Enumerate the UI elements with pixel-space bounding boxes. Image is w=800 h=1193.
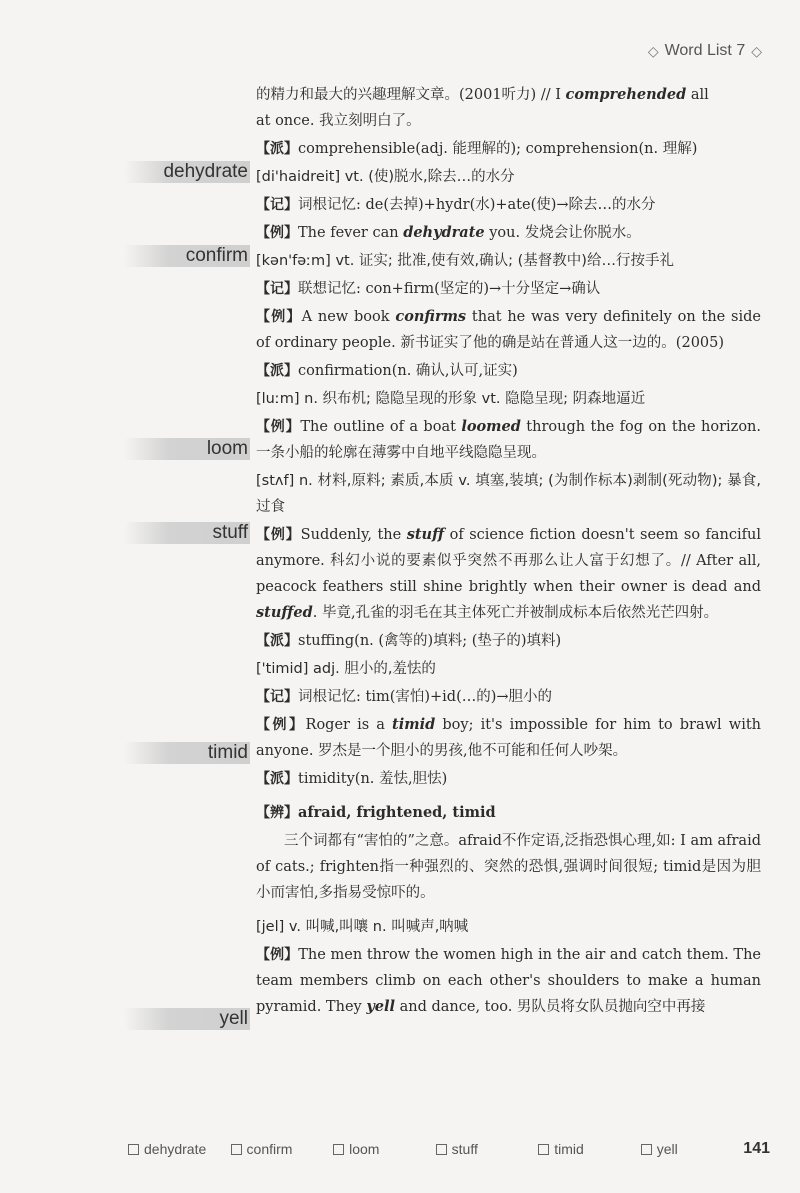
example-stuff: 【例】Suddenly, the stuff of science fiction doesn't seem so fanciful anymore. 科幻小说的要素似乎突然不再那么让人富于幻想了。// After all, peacock feathers still shine brightly when their owner is dead and stuffed. 毕竟,孔雀的羽毛在其主体死亡并被制成标本后依然光芒四射。 bbox=[256, 526, 761, 621]
example-loom: 【例】The outline of a boat loomed through the fog on the horizon. 一条小船的轮廓在薄雾中自地平线隐隐呈现。 bbox=[256, 418, 761, 461]
checkbox-icon bbox=[436, 1144, 447, 1155]
checkbox-icon bbox=[333, 1144, 344, 1155]
headword-loom: loom bbox=[124, 438, 250, 460]
headword-timid: timid bbox=[124, 742, 250, 764]
example-confirm: 【例】A new book confirms that he was very definitely on the side of ordinary people. 新书证实了他的确是站在普通人这一边的。(2005) bbox=[256, 308, 762, 351]
footer-item-confirm: confirm bbox=[231, 1141, 334, 1157]
headword-confirm: confirm bbox=[124, 245, 250, 267]
headword-dehydrate: dehydrate bbox=[124, 161, 250, 183]
memory-confirm: 【记】联想记忆: con+firm(坚定的)→十分坚定→确认 bbox=[256, 281, 601, 297]
page-number: 141 bbox=[743, 1140, 770, 1157]
checkbox-icon bbox=[128, 1144, 139, 1155]
definition-stuff: [stʌf] n. 材料,原料; 素质,本质 v. 填塞,装填; (为制作标本)剥制(死动物); 暴食,过食 bbox=[256, 473, 761, 515]
footer-item-dehydrate: dehydrate bbox=[128, 1141, 231, 1157]
definition-timid: ['timid] adj. 胆小的,羞怯的 bbox=[256, 661, 436, 677]
derivative-stuff: 【派】stuffing(n. (禽等的)填料; (垫子的)填料) bbox=[256, 633, 562, 649]
example-dehydrate: 【例】The fever can dehydrate you. 发烧会让你脱水。 bbox=[256, 224, 641, 241]
memory-dehydrate: 【记】词根记忆: de(去掉)+hydr(水)+ate(使)→除去…的水分 bbox=[256, 197, 656, 213]
page-content bbox=[256, 82, 761, 1022]
footer-item-timid: timid bbox=[538, 1141, 641, 1157]
definition-dehydrate: [di'haidreit] vt. (使)脱水,除去…的水分 bbox=[256, 169, 515, 185]
distinction-heading: 【辨】afraid, frightened, timid bbox=[256, 804, 496, 821]
running-header bbox=[648, 42, 762, 60]
derivative-line: 【派】comprehensible(adj. 能理解的); comprehension(n. 理解) bbox=[256, 141, 698, 157]
definition-loom: [luːm] n. 织布机; 隐隐呈现的形象 vt. 隐隐呈现; 阴森地逼近 bbox=[256, 391, 646, 407]
derivative-timid: 【派】timidity(n. 羞怯,胆怯) bbox=[256, 771, 448, 787]
headword-yell: yell bbox=[124, 1008, 250, 1030]
diamond-icon: ◇ bbox=[647, 42, 659, 59]
headword-stuff: stuff bbox=[124, 522, 250, 544]
checkbox-icon bbox=[231, 1144, 242, 1155]
footer-item-yell: yell bbox=[641, 1141, 744, 1157]
derivative-confirm: 【派】confirmation(n. 确认,认可,证实) bbox=[256, 363, 518, 379]
example-yell: 【例】The men throw the women high in the air and catch them. The team members climb on each other's shoulders to make a human pyramid. They yell and dance, too. 男队员将女队员抛向空中再接 bbox=[256, 947, 761, 1015]
checkbox-icon bbox=[641, 1144, 652, 1155]
definition-yell: [jel] v. 叫喊,叫嚷 n. 叫喊声,呐喊 bbox=[256, 919, 469, 935]
definition-confirm: [kən'fəːm] vt. 证实; 批准,使有效,确认; (基督教中)给…行按手礼 bbox=[256, 253, 674, 269]
continuation-text: 的精力和最大的兴趣理解文章。(2001听力) // I comprehended all at once. 我立刻明白了。 bbox=[256, 86, 709, 129]
header-title: Word List 7 bbox=[664, 42, 746, 59]
distinction-text: 三个词都有“害怕的”之意。afraid不作定语,泛指恐惧心理,如: I am afraid of cats.; frighten指一种强烈的、突然的恐惧,强调时间很短; timid是因为胆小而害怕,多指易受惊吓的。 bbox=[256, 833, 761, 901]
footer-item-loom: loom bbox=[333, 1141, 436, 1157]
diamond-icon: ◇ bbox=[751, 42, 762, 59]
checkbox-icon bbox=[538, 1144, 549, 1155]
example-timid: 【例】Roger is a timid boy; it's impossible for him to brawl with anyone. 罗杰是一个胆小的男孩,他不可能和任何人吵架。 bbox=[256, 716, 761, 759]
footer-checklist bbox=[128, 1140, 770, 1158]
footer-item-stuff: stuff bbox=[436, 1141, 539, 1157]
memory-timid: 【记】词根记忆: tim(害怕)+id(…的)→胆小的 bbox=[256, 689, 553, 705]
